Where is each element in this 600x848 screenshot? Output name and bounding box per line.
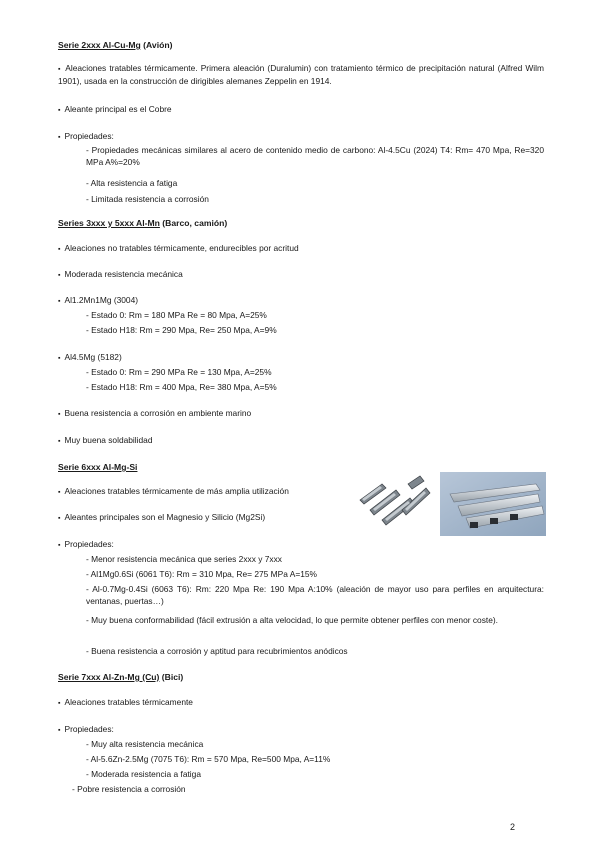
sec7-detail-4: - Pobre resistencia a corrosión — [72, 784, 186, 794]
sec3-bullet-3: ▪ Al1.2Mn1Mg (3004) — [58, 295, 138, 308]
sec2-bullet-2: ▪ Aleante principal es el Cobre — [58, 104, 172, 117]
sec7-bullet-1: ▪ Aleaciones tratables térmicamente — [58, 697, 193, 710]
sec3-bullet-1: ▪ Aleaciones no tratables térmicamente, endurecibles por acritud — [58, 243, 299, 256]
sec3-bullet-4: ▪ Al4.5Mg (5182) — [58, 352, 122, 365]
sec3-bullet-5: ▪ Buena resistencia a corrosión en ambiente marino — [58, 408, 251, 421]
extruded-profiles-image — [356, 470, 436, 528]
sec6-detail-4: - Muy buena conformabilidad (fácil extrusión a alta velocidad, lo que permite obtener perfiles con menor coste). — [86, 615, 498, 625]
sec2-detail-3: - Limitada resistencia a corrosión — [86, 194, 209, 204]
section-7xxx-heading: Serie 7xxx Al-Zn-Mg (Cu) (Bici) — [58, 672, 184, 682]
sec2-bullet-3: ▪ Propiedades: — [58, 131, 114, 144]
sec3-5182-state-0: - Estado 0: Rm = 290 MPa Re = 130 Mpa, A=25% — [86, 367, 272, 377]
sec6-bullet-2: ▪ Aleantes principales son el Magnesio y Silicio (Mg2Si) — [58, 512, 265, 525]
page-number: 2 — [510, 822, 516, 832]
sec7-detail-1: - Muy alta resistencia mecánica — [86, 739, 204, 749]
section-3xxx-heading: Series 3xxx y 5xxx Al-Mn (Barco, camión) — [58, 218, 228, 228]
sec6-bullet-3: ▪ Propiedades: — [58, 539, 114, 552]
sec3-3004-state-0: - Estado 0: Rm = 180 MPa Re = 80 Mpa, A=25% — [86, 310, 267, 320]
sec2-detail-2: - Alta resistencia a fatiga — [86, 178, 178, 188]
sec3-bullet-6: ▪ Muy buena soldabilidad — [58, 435, 152, 448]
sec6-detail-5: - Buena resistencia a corrosión y aptitud para recubrimientos anódicos — [86, 646, 348, 656]
aluminium-profiles-image — [440, 472, 546, 536]
sec6-detail-3: - Al-0.7Mg-0.4Si (6063 T6): Rm: 220 Mpa Re: 190 Mpa A:10% (aleación de mayor uso para perfiles en arquitectura: ventanas, puertas…) — [86, 584, 544, 606]
section-6xxx-heading: Serie 6xxx Al-Mg-Si — [58, 462, 138, 472]
sec3-bullet-2: ▪ Moderada resistencia mecánica — [58, 269, 183, 282]
sec7-detail-2: - Al-5.6Zn-2.5Mg (7075 T6): Rm = 570 Mpa, Re=500 Mpa, A=11% — [86, 754, 331, 764]
sec6-detail-1: - Menor resistencia mecánica que series 2xxx y 7xxx — [86, 554, 282, 564]
section-2xxx-heading: Serie 2xxx Al-Cu-Mg (Avión) — [58, 40, 173, 50]
sec3-5182-state-h18: - Estado H18: Rm = 400 Mpa, Re= 380 Mpa, A=5% — [86, 382, 277, 392]
sec2-detail-1: - Propiedades mecánicas similares al acero de contenido medio de carbono: Al-4.5Cu (2024) T4: Rm= 470 Mpa, Re=320 MPa A%=20% — [86, 145, 544, 167]
sec6-detail-2: - Al1Mg0.6Si (6061 T6): Rm = 310 Mpa, Re= 275 MPa A=15% — [86, 569, 317, 579]
sec7-bullet-2: ▪ Propiedades: — [58, 724, 114, 737]
sec7-detail-3: - Moderada resistencia a fatiga — [86, 769, 201, 779]
sec2-bullet-1: ▪ Aleaciones tratables térmicamente. Primera aleación (Duralumin) con tratamiento térmico de precipitación natural (Alfred Wilm 1901), usada en la construcción de dirigibles alemanes Zeppelin en 1914. — [58, 63, 544, 87]
sec6-bullet-1: ▪ Aleaciones tratables térmicamente de más amplia utilización — [58, 486, 289, 499]
sec3-3004-state-h18: - Estado H18: Rm = 290 Mpa, Re= 250 Mpa, A=9% — [86, 325, 277, 335]
